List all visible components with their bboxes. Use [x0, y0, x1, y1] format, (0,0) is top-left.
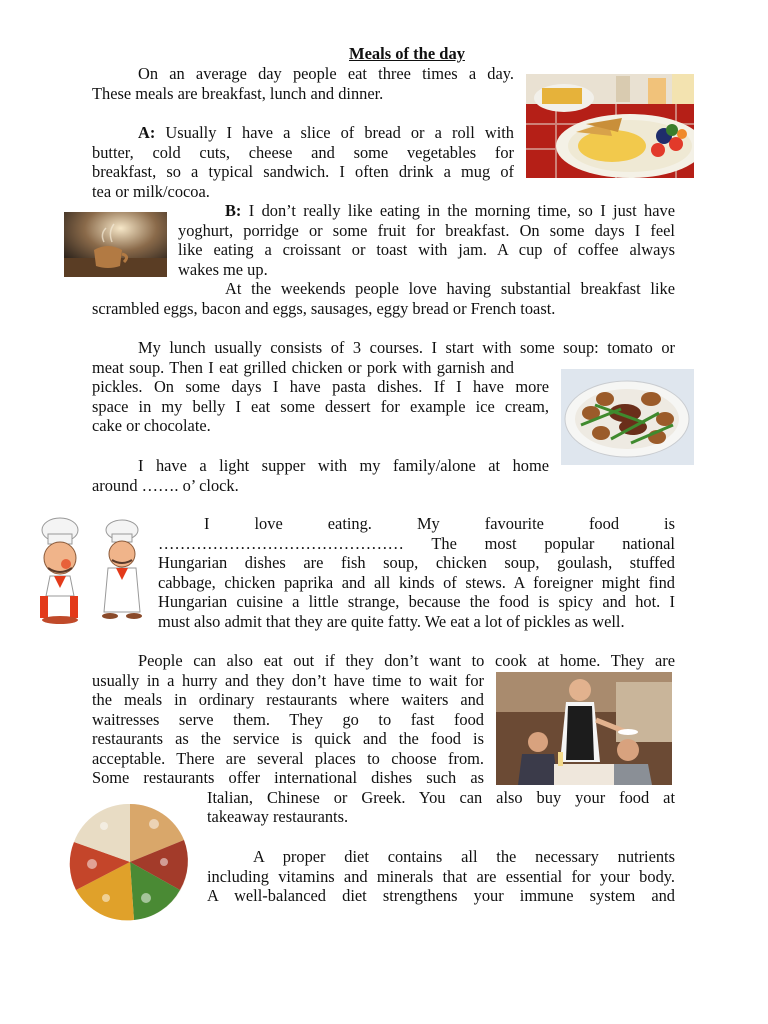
text-line: My lunch usually consists of 3 courses. I start with some soup: tomato or: [138, 338, 675, 357]
text-line: I don’t really like eating in the morning time, so I just have: [248, 201, 675, 220]
text-line: On an average day people eat three times a day.: [138, 64, 514, 83]
breakfast-plate-image: [526, 74, 694, 178]
cartoon-chefs-image: [30, 516, 150, 626]
text-line: around ……. o’ clock.: [92, 475, 239, 495]
text-line: People can also eat out if they don’t want to cook at home. They are: [138, 651, 675, 670]
text-line: A proper diet contains all the necessary nutrients: [253, 847, 675, 866]
page-title: Meals of the day: [349, 44, 465, 63]
grilled-meal-image: [561, 369, 694, 465]
text-line: These meals are breakfast, lunch and dinner.: [92, 83, 384, 103]
text-line: cake or chocolate.: [92, 416, 211, 435]
text-line: Some restaurants offer international dishes such as: [92, 768, 484, 787]
text-line: acceptable. There are several places to choose from.: [92, 748, 484, 768]
text-line: Hungarian cuisine a little strange, because the food is spicy and hot. I: [158, 592, 675, 611]
text-line: Italian, Chinese or Greek. You can also buy your food at: [207, 787, 675, 807]
text-line: ……………………………………… The most popular national: [158, 533, 675, 553]
restaurant-waiter-image: [496, 672, 672, 785]
text-line: pickles. On some days I have pasta dishes. If I have more: [92, 377, 549, 396]
text-line: butter, cold cuts, cheese and some vegetables for: [92, 142, 514, 162]
text-line: A well-balanced diet strengthens your immune system and: [207, 886, 675, 905]
text-line: I love eating. My favourite food is: [204, 514, 675, 533]
text-line: wakes me up.: [178, 259, 268, 279]
text-line: breakfast, so a typical sandwich. I often drink a mug of: [92, 162, 514, 181]
text-line: space in my belly I eat some dessert for example ice cream,: [92, 396, 549, 416]
speaker-label-b: B:: [225, 201, 242, 220]
text-line: tea or milk/cocoa.: [92, 181, 210, 201]
intro-paragraph: [92, 64, 514, 103]
paragraph-a: [92, 123, 514, 201]
text-line: like eating a croissant or toast with jam. A cup of coffee always: [178, 240, 675, 259]
weekend-paragraph: [92, 279, 675, 318]
text-line: must also admit that they are quite fatty. We eat a lot of pickles as well.: [158, 611, 625, 631]
text-line: meat soup. Then I eat grilled chicken or pork with garnish and: [92, 357, 514, 377]
food-groups-image: [64, 802, 196, 922]
supper-paragraph: [92, 456, 549, 495]
text-line: I have a light supper with my family/alone at home: [138, 456, 549, 475]
text-line: At the weekends people love having substantial breakfast like: [225, 279, 675, 298]
text-line: [178, 201, 675, 221]
text-line: usually in a hurry and they don’t have time to wait for: [92, 670, 484, 690]
text-line: takeaway restaurants.: [207, 807, 349, 826]
text-line: [92, 123, 514, 143]
text-line: Usually I have a slice of bread or a roll with: [165, 123, 514, 142]
text-line: restaurants as the service is quick and the food is: [92, 729, 484, 748]
coffee-cup-image: [64, 212, 167, 277]
text-line: cabbage, chicken paprika and all kinds of stews. A foreigner might find: [158, 572, 675, 592]
diet-paragraph: [207, 847, 675, 906]
text-line: waitresses serve them. They go to fast food: [92, 709, 484, 729]
text-line: scrambled eggs, bacon and eggs, sausages, eggy bread or French toast.: [92, 298, 556, 318]
speaker-label-a: A:: [138, 123, 156, 142]
text-line: yoghurt, porridge or some fruit for breakfast. On some days I feel: [178, 220, 675, 240]
favourite-paragraph: [158, 514, 675, 631]
text-line: including vitamins and minerals that are essential for your body.: [207, 866, 675, 886]
paragraph-b: [178, 201, 675, 279]
text-line: Hungarian dishes are fish soup, chicken soup, goulash, stuffed: [158, 553, 675, 572]
text-line: the meals in ordinary restaurants where waiters and: [92, 690, 484, 709]
